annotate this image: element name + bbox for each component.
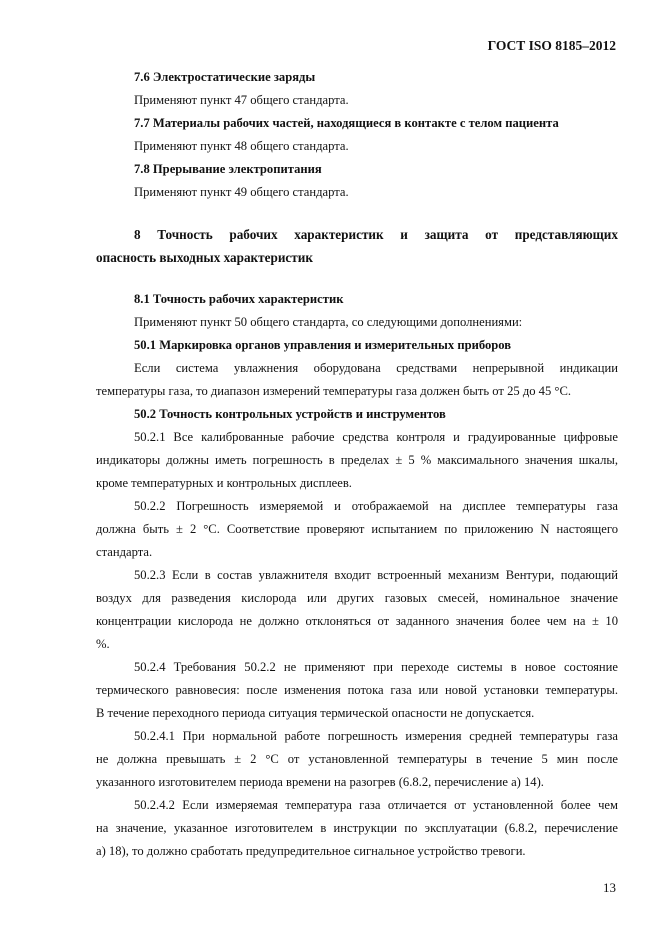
paragraph-line: концентрации кислорода не должно отклоняться от заданного значения более чем на ± 10 — [96, 614, 618, 628]
paragraph-line: Применяют пункт 48 общего стандарта. — [134, 139, 349, 153]
page-content — [96, 66, 618, 863]
paragraph-line: %. — [96, 637, 110, 651]
paragraph-line: Если система увлажнения оборудована средствами непрерывной индикации — [134, 361, 618, 375]
paragraph-line: не должна превышать ± 2 °С от установленной температуры в течение 5 мин после — [96, 752, 618, 766]
paragraph-line: 50.2.4.1 При нормальной работе погрешность измерения средней температуры газа — [134, 729, 618, 743]
spacer — [96, 204, 618, 223]
paragraph-line: Применяют пункт 50 общего стандарта, со следующими дополнениями: — [134, 315, 523, 329]
standard-code-header: ГОСТ ISO 8185–2012 — [487, 38, 616, 53]
page-number: 13 — [603, 880, 616, 895]
paragraph-line: должна быть ± 2 °С. Соответствие проверяют испытанием по приложению N настоящего — [96, 522, 618, 536]
section-8-1-heading: 8.1 Точность рабочих характеристик — [134, 292, 344, 306]
paragraph-line: на значение, указанное изготовителем в инструкции по эксплуатации (6.8.2, перечисление — [96, 821, 618, 835]
paragraph-line: 50.2.1 Все калиброванные рабочие средства контроля и градуированные цифровые — [134, 430, 618, 444]
section-8-heading-cont: опасность выходных характеристик — [96, 250, 313, 265]
section-7-6-heading: 7.6 Электростатические заряды — [134, 70, 316, 84]
paragraph-line: термического равновесия: после изменения потока газа или новой установки температуры. — [96, 683, 618, 697]
paragraph-line: кроме температурных и контрольных дисплеев. — [96, 476, 352, 490]
section-7-7-heading: 7.7 Материалы рабочих частей, находящиеся в контакте с телом пациента — [134, 116, 559, 130]
paragraph-line: 50.2.2 Погрешность измеряемой и отображаемой на дисплее температуры газа — [134, 499, 618, 513]
paragraph-line: индикаторы должны иметь погрешность в пределах ± 5 % максимального значения шкалы, — [96, 453, 618, 467]
paragraph-line: стандарта. — [96, 545, 153, 559]
paragraph-line: указанного изготовителем периода времени на разогрев (6.8.2, перечисление а) 14). — [96, 775, 544, 789]
section-50-2-heading: 50.2 Точность контрольных устройств и инструментов — [134, 407, 446, 421]
spacer — [96, 269, 618, 288]
paragraph-line: Применяют пункт 49 общего стандарта. — [134, 185, 349, 199]
paragraph-line: а) 18), то должно сработать предупредительное сигнальное устройство тревоги. — [96, 844, 526, 858]
paragraph-line: 50.2.4 Требования 50.2.2 не применяют при переходе системы в новое состояние — [134, 660, 618, 674]
paragraph-line: 50.2.4.2 Если измеряемая температура газа отличается от установленной более чем — [134, 798, 618, 812]
paragraph-line: 50.2.3 Если в состав увлажнителя входит встроенный механизм Вентури, подающий — [134, 568, 618, 582]
section-8-heading: 8 Точность рабочих характеристик и защита от представляющих — [134, 227, 618, 242]
section-50-1-heading: 50.1 Маркировка органов управления и измерительных приборов — [134, 338, 512, 352]
paragraph-line: Применяют пункт 47 общего стандарта. — [134, 93, 349, 107]
paragraph-line: температуры газа, то диапазон измерений температуры газа должен быть от 25 до 45 °С. — [96, 384, 571, 398]
paragraph-line: В течение переходного периода ситуация термической опасности не допускается. — [96, 706, 535, 720]
paragraph-line: воздух для разведения кислорода или других газовых смесей, номинальное значение — [96, 591, 618, 605]
section-7-8-heading: 7.8 Прерывание электропитания — [134, 162, 322, 176]
